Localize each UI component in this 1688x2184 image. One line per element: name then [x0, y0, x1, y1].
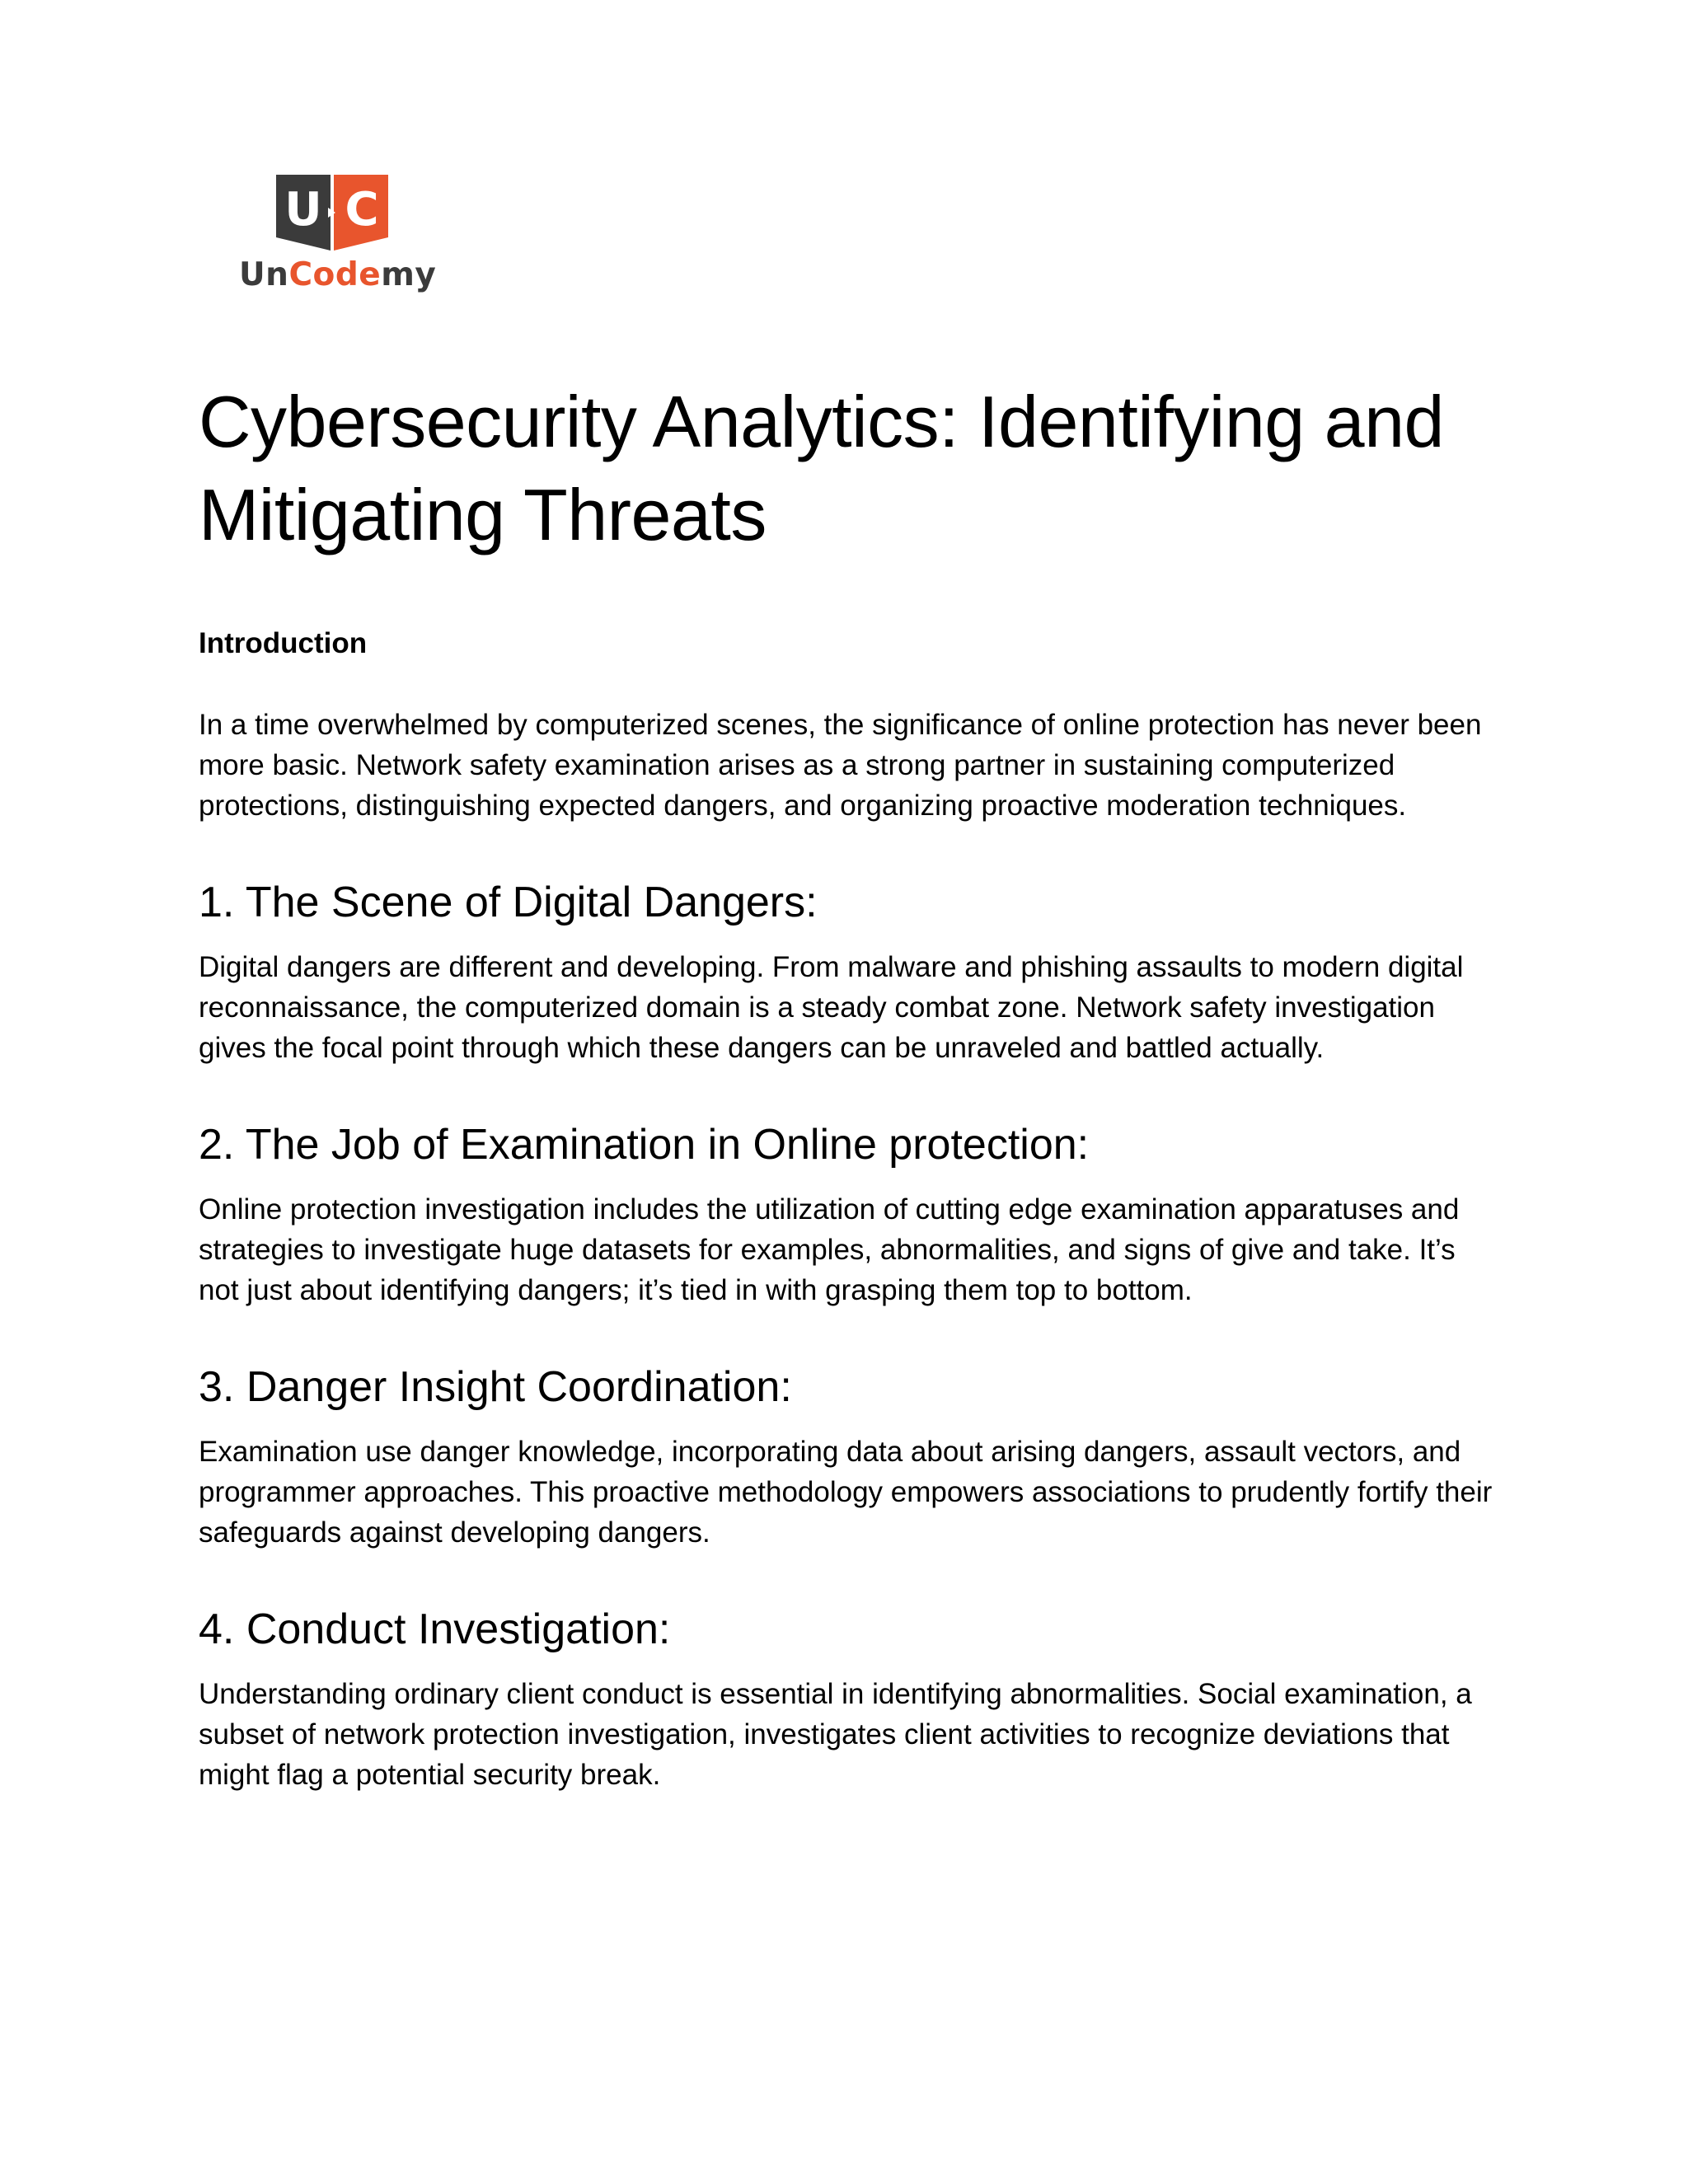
intro-paragraph: In a time overwhelmed by computerized scenes, the significance of online protection has never been more basic. Network safety examination arises as a strong partner in sustaining computerized protections, distinguishing expected dangers, and organizing proactive moderation techniques. — [199, 709, 1482, 822]
document-content — [199, 375, 1493, 1795]
uncodemy-logo — [239, 171, 437, 295]
section-danger-insight — [199, 1361, 1493, 1553]
wordmark-my: my — [381, 256, 437, 293]
section-paragraph: Digital dangers are different and developing. From malware and phishing assaults to modern digital reconnaissance, the computerized domain is a steady combat zone. Network safety investigation gives the focal point through which these dangers can be unraveled and battled actually. — [199, 951, 1464, 1064]
wordmark-un: Un — [239, 256, 289, 293]
section-heading: 1. The Scene of Digital Dangers: — [199, 879, 818, 926]
logo-wordmark — [239, 255, 437, 295]
wordmark-code: Code — [288, 256, 382, 293]
section-heading: 2. The Job of Examination in Online protection: — [199, 1121, 1090, 1169]
intro-heading: Introduction — [199, 627, 368, 659]
uc-logo-icon — [276, 175, 388, 251]
section-paragraph: Online protection investigation includes the utilization of cutting edge examination apparatuses and strategies to investigate huge datasets for examples, abnormalities, and signs of give and take. It’s not just about identifying dangers; it’s tied in with grasping them top to bottom. — [199, 1193, 1460, 1306]
section-heading: 3. Danger Insight Coordination: — [199, 1363, 792, 1411]
logo-letter-u: U — [284, 183, 322, 237]
section-paragraph: Understanding ordinary client conduct is essential in identifying abnormalities. Social examination, a subset of network protection investigation, investigates client activities to recognize deviations that might flag a potential security break. — [199, 1678, 1472, 1791]
document-title: Cybersecurity Analytics: Identifying and Mitigating Threats — [199, 381, 1444, 555]
logo-letter-c: C — [345, 183, 379, 237]
section-examination-role — [199, 1119, 1493, 1310]
section-heading: 4. Conduct Investigation: — [199, 1605, 671, 1653]
section-digital-dangers — [199, 877, 1493, 1068]
section-paragraph: Examination use danger knowledge, incorporating data about arising dangers, assault vectors, and programmer approaches. This proactive methodology empowers associations to prudently fortify their safeguards against developing dangers. — [199, 1436, 1493, 1549]
section-conduct-investigation — [199, 1604, 1493, 1795]
